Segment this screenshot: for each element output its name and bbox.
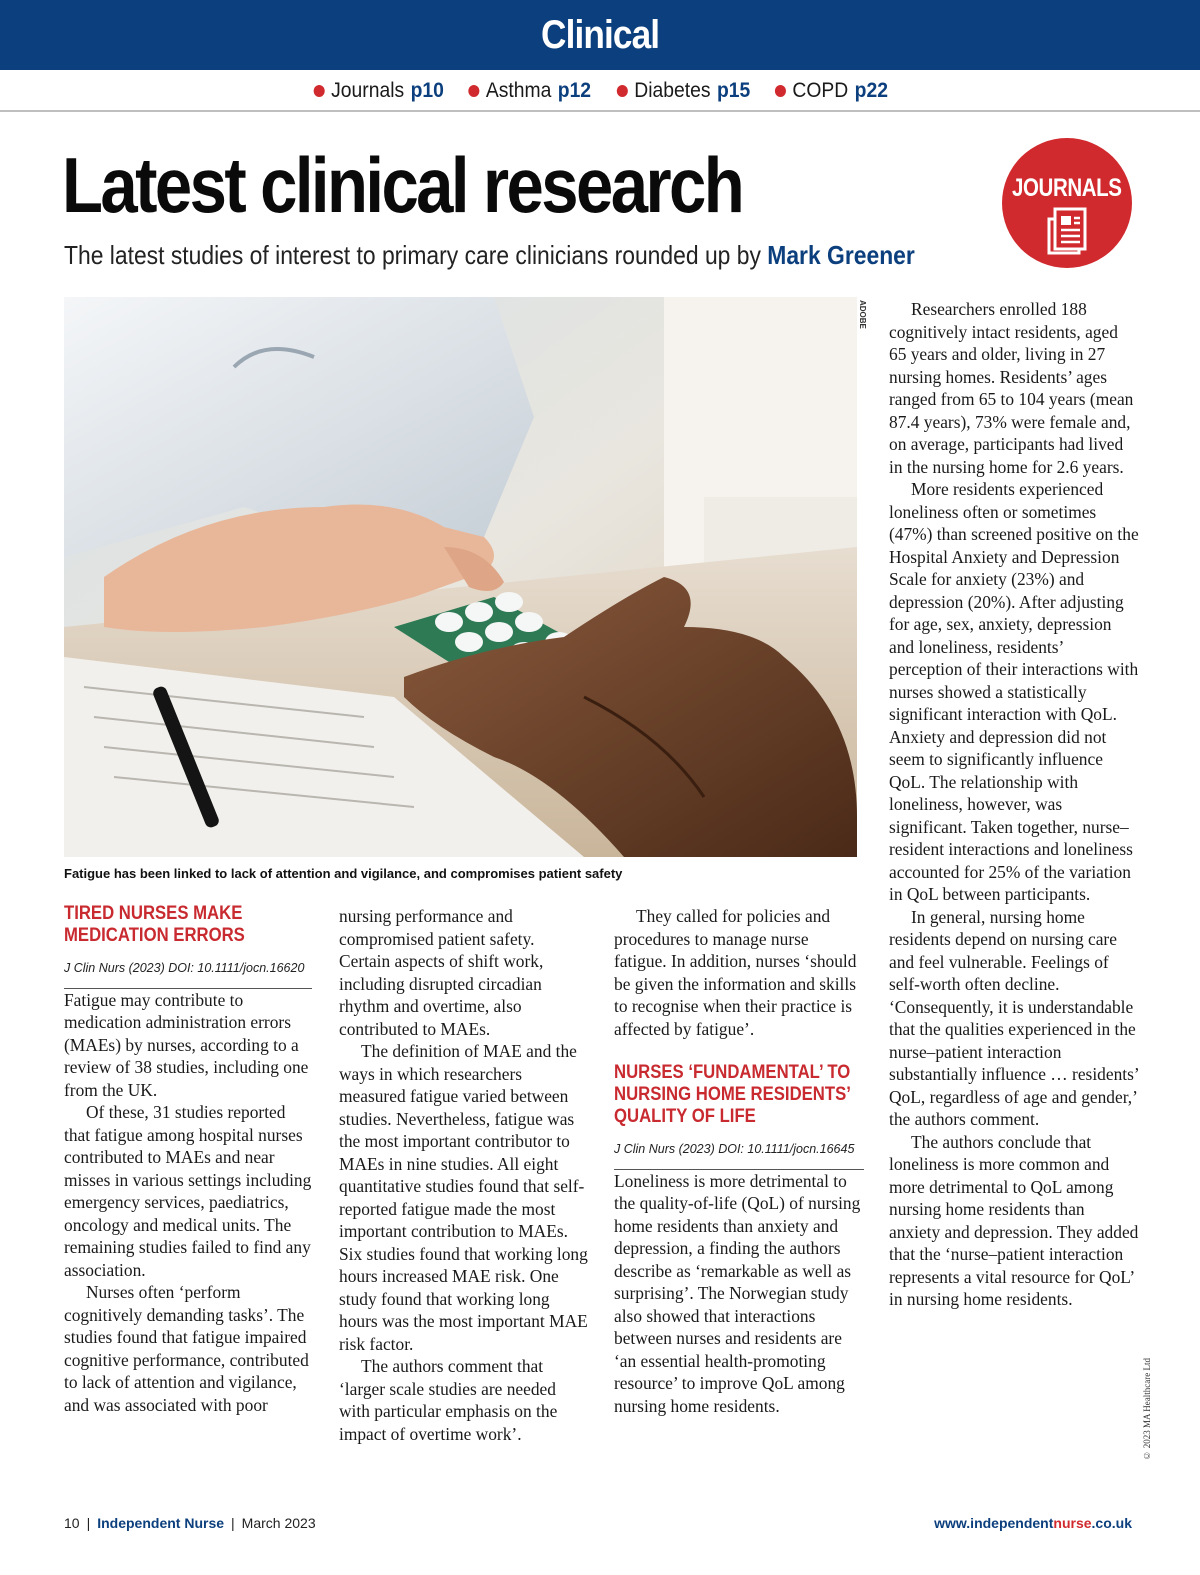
issue-date: March 2023 [241,1515,316,1531]
section-banner [0,0,1200,70]
page-number: 10 [64,1515,80,1531]
article2-paragraph: The authors conclude that loneliness is more common and more detrimental to QoL among nursing home residents than anxiety and depression. They added that the ‘nurse–patient interaction represents a vital resource for QoL’ in nursing home residents. [889,1131,1139,1309]
article1-heading: TIRED NURSES MAKE MEDICATION ERRORS [64,903,245,946]
page-headline: Latest clinical research [62,141,743,229]
article2-citation: J Clin Nurs (2023) DOI: 10.1111/jocn.16645 [614,1138,864,1170]
article1-paragraph: Fatigue may contribute to medication administration errors (MAEs) by nurses, according to a review of 38 studies, including one from the UK. [64,989,309,1100]
article1-paragraph: nursing performance and compromised patient safety. Certain aspects of shift work, including disrupted circadian rhythm and overtime, also contributed to MAEs. [339,906,544,1039]
footer-url[interactable]: www.independentnurse.co.uk [934,1515,1132,1531]
section-title: Clinical [540,12,660,57]
footer-divider: | [231,1515,235,1531]
article1-citation: J Clin Nurs (2023) DOI: 10.1111/jocn.16620 [64,957,312,989]
article1-paragraph: Nurses often ‘perform cognitively demanding tasks’. The studies found that fatigue impaired cognitive performance, contributed to lack of attention and vigilance, and was associated with poor [64,1282,309,1415]
standfirst: The latest studies of interest to primary care clinicians rounded up by Mark Greener [64,240,915,270]
article1-paragraph: They called for policies and procedures to manage nurse fatigue. In addition, nurses ‘should be given the information and skills to recognise when their practice is affected by fatigue’. [614,906,857,1039]
column-1 [64,903,312,1416]
magazine-name: Independent Nurse [97,1515,225,1531]
article1-paragraph: The authors comment that ‘larger scale studies are needed with particular emphasis on the impact of overtime work’. [339,1356,558,1444]
article2-heading: NURSES ‘FUNDAMENTAL’ TO NURSING HOME RESIDENTS’ QUALITY OF LIFE [614,1062,851,1127]
article2-paragraph: Researchers enrolled 188 cognitively intact residents, aged 65 years and older, living in 27 nursing homes. Residents’ ages ranged from 65 to 104 years (mean 87.4 years), 73% were female and, on average, participants had lived in the nursing home for 2.6 years. [889,299,1134,477]
column-2 [339,905,589,1445]
bullet-icon [468,85,479,97]
bullet-icon [313,85,324,97]
crossref-item-asthma[interactable]: Asthma p12 [468,79,591,103]
photo-caption: Fatigue has been linked to lack of attention and vigilance, and compromises patient safety [64,866,623,881]
article2-paragraph: More residents experienced loneliness often or sometimes (47%) than screened positive on the Hospital Anxiety and Depression Scale for anxiety (23%) and depression (20%). After adjusting for age, sex, anxiety, depression and loneliness, residents’ perception of their interactions with nurses showed a statistically significant interaction with QoL. Anxiety and depression did not seem to significantly influence QoL. The relationship with loneliness, however, was significant. Taken together, nurse–resident interactions and loneliness accounted for 25% of the variation in QoL between participants. [889,479,1139,904]
bullet-icon [774,85,785,97]
footer-divider: | [86,1515,91,1531]
crossref-item-journals[interactable]: Journals p10 [313,79,443,103]
article1-paragraph: The definition of MAE and the ways in which researchers measured fatigue varied between studies. Nevertheless, fatigue was the most important contributor to MAEs in nine studies. All eight quantitative studies found that self-reported fatigue made the most important contribution to MAEs. Six studies found that working long hours increased MAE risk. One study found that working long hours was the most important MAE risk factor. [339,1041,588,1354]
photo-hands-pills [64,297,857,857]
newspaper-icon [1045,207,1089,257]
crossref-item-diabetes[interactable]: Diabetes p15 [616,79,749,103]
article1-paragraph: Of these, 31 studies reported that fatigue among hospital nurses contributed to MAEs and near misses in various settings including emergency services, paediatrics, oncology and medical units. The remaining studies failed to find any association. [64,1102,312,1280]
article2-paragraph: In general, nursing home residents depend on nursing care and feel vulnerable. Feelings of self-worth often decline. ‘Consequently, it is understandable that the qualities experienced in the nurse–patient interaction substantially influence … residents’ QoL, regardless of age and gender,’ the authors comment. [889,906,1139,1129]
article-photo [64,297,857,857]
copyright-notice: © 2023 MA Healthcare Ltd [1142,1358,1152,1461]
section-crossref-bar [0,72,1200,112]
column-3 [614,905,864,1417]
author-name: Mark Greener [767,240,915,270]
bullet-icon [616,85,627,97]
journals-badge [1002,138,1132,268]
crossref-item-copd[interactable]: COPD p22 [774,79,887,103]
column-4 [889,298,1139,1311]
photo-credit: ADOBE [858,300,867,329]
footer-folio [64,1515,316,1531]
article2-paragraph: Loneliness is more detrimental to the quality-of-life (QoL) of nursing home residents than anxiety and depression, a finding the authors describe as ‘remarkable as well as surprising’. The Norwegian study also showed that interactions between nurses and residents are ‘an essential health-promoting resource’ to improve QoL among nursing home residents. [614,1170,861,1416]
badge-label: JOURNALS [1012,174,1122,202]
